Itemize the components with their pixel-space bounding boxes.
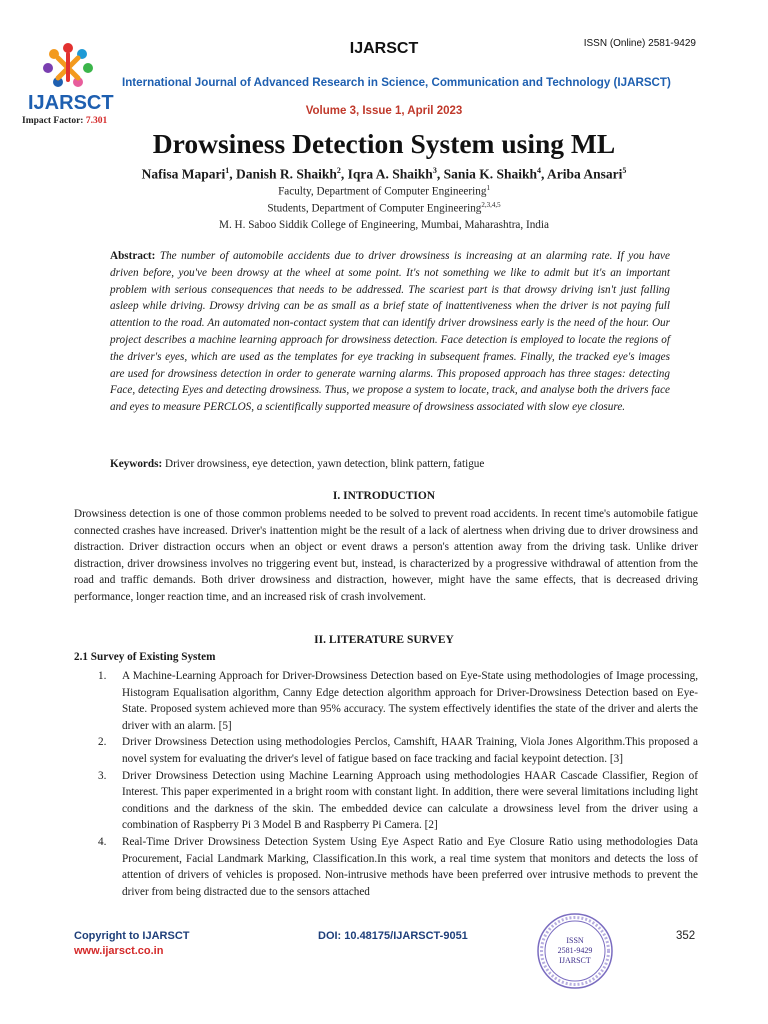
author-list: Nafisa Mapari$^1$, Danish R. Shaikh$^2$, Iqra A. Shaikh$^3$, Sania K. Shaikh$^4$, Ariba Ansari$^5$ (141, 166, 627, 182)
literature-item (74, 834, 698, 900)
literature-item-number: 2. (98, 736, 107, 749)
paper-title: Drowsiness Detection System using ML (152, 128, 616, 159)
literature-item-text: Real-Time Driver Drowsiness Detection System Using Eye Aspect Ratio and Eye Closure Ratio using methodologies Data Procurement, Facial Landmark Marking, Classification.In this work, a real time system that monitors and detects the loss of attention of drivers of vehicles is proposed. Non-intrusive methods have been preferred over intrusive methods to prevent the driver from being distracted due to the sensors attached (122, 835, 698, 898)
abstract-text: The number of automobile accidents due to driver drowsiness is increasing at an alarming rate. If you have driven before, you've been drowsy at the wheel at some point. It's not something we like to admit but it's an important problem with serious consequences that needs to be addressed. The scariest part is that drowsy driving isn't just falling asleep while driving. Drowsy driving can be as small as a brief state of inattentiveness when the driver is not paying full attention to the road. An automated non-contact system that can identify driver drowsiness early is the need of the hour. Our project describes a machine learning approach for drowsiness detection. Face detection is employed to locate the regions of the driver's eyes, which are used as the templates for eye tracking in subsequent frames. Finally, the tracked eye's images are used for drowsiness detection in order to generate warning alarms. This proposed approach has three stages: detecting Face, detecting Eyes and detecting drowsiness. Thus, we propose a system to locate, track, and analyse both the drivers face and eyes to measure PERCLOS, a scientifically supported measure of drowsiness associated with slow eye closure. (110, 250, 670, 414)
logo-wordmark: IJARSCT (28, 92, 114, 114)
literature-item (74, 668, 698, 734)
author-affiliation-marker: 1 (225, 166, 230, 175)
keywords-label: Keywords: (110, 458, 163, 470)
literature-list (74, 668, 698, 900)
introduction-paragraph: Drowsiness detection is one of those common problems needed to be solved to prevent road accidents. In recent time's automobile fatigue connected crashes have increased. Driver's inattention might be the result of a lack of alertness when driving due to driver drowsiness and distraction. Driver distraction occurs when an object or event draws a person's attention away from the driving task. Unlike driver distraction, driver drowsiness involves no triggering event but, instead, is characterized by a progressive withdrawal of attention from the road and traffic demands. Both driver drowsiness and distraction, however, might have the same effects, that is decreased driving performance, longer reaction time, and an increased risk of crash involvement. (74, 508, 698, 603)
literature-item-number: 4. (98, 835, 107, 848)
literature-item-number: 3. (98, 769, 107, 782)
literature-item-number: 1. (98, 670, 107, 682)
affiliation-faculty: Faculty, Department of Computer Engineering$^1$ (278, 184, 490, 198)
literature-item-text: Driver Drowsiness Detection using methodologies Perclos, Camshift, HAAR Training, Viola Jones Algorithm.This proposed a novel system for evaluating the driver's level of fatigue based on face tracking and facial keypoint detection. [3] (122, 736, 698, 765)
affiliation-students: Students, Department of Computer Engineering$^{2,3,4,5}$ (267, 201, 501, 215)
affiliation-college: M. H. Saboo Siddik College of Engineering, Mumbai, Maharashtra, India (219, 219, 549, 231)
keywords (110, 458, 670, 470)
abstract (110, 248, 670, 416)
footer-doi: DOI: 10.48175/IJARSCT-9051 (318, 930, 468, 942)
section-heading-literature-survey: II. LITERATURE SURVEY (314, 634, 454, 646)
author-affiliation-marker: 5 (622, 166, 627, 175)
page-number: 352 (676, 930, 696, 942)
issn-header: ISSN (Online) 2581-9429 (583, 38, 696, 49)
author-name: Ariba Ansari (547, 166, 623, 182)
journal-short-name: IJARSCT (349, 40, 419, 57)
literature-item (74, 768, 698, 834)
author-name: Sania K. Shaikh (443, 166, 537, 182)
footer-website-link[interactable]: www.ijarsct.co.in (74, 945, 164, 957)
footer-copyright: Copyright to IJARSCT (74, 930, 190, 942)
author-name: Danish R. Shaikh (235, 166, 337, 182)
issn-stamp: ISSN 2581-9429 IJARSCT (536, 912, 614, 990)
author-name: Nafisa Mapari (141, 166, 226, 182)
subsection-heading: 2.1 Survey of Existing System (74, 651, 216, 663)
literature-item-text: A Machine-Learning Approach for Driver-Drowsiness Detection based on Eye-State using methodologies of Image processing, Histogram Equalisation algorithm, Canny Edge detection algorithm approach for Driver-Drowsiness Detection based on Eye-State. Proposed system achieved more than 95% accuracy. The system effectively identifies the state of the driver and alerts the driver with an alarm. [5] (122, 670, 698, 732)
author-affiliation-marker: 4 (537, 166, 541, 175)
volume-issue: Volume 3, Issue 1, April 2023 (305, 105, 463, 117)
literature-item (74, 734, 698, 767)
abstract-label: Abstract: (110, 250, 160, 262)
author-affiliation-marker: 2 (336, 166, 341, 175)
author-affiliation-marker: 3 (432, 166, 437, 175)
impact-factor: Impact Factor: 7.301 (22, 116, 108, 126)
author-name: Iqra A. Shaikh (347, 166, 433, 182)
section-heading-introduction: I. INTRODUCTION (332, 490, 436, 502)
journal-full-name: International Journal of Advanced Research in Science, Communication and Technology (IJARSCT) (122, 76, 671, 89)
literature-item-text: Driver Drowsiness Detection using Machine Learning Approach using methodologies HAAR Cascade Classifier, Region of Interest. This paper experimented in a bright room with constant light. In addition, there were several limitations including light conditions and the darkness of the skin. The embedded device can calculate a drowsiness level from the driver using a combination of Raspberry Pi 3 Model B and Raspberry Pi Camera. [2] (122, 769, 698, 832)
impact-factor-value: 7.301 (85, 116, 108, 126)
keywords-text: Driver drowsiness, eye detection, yawn detection, blink pattern, fatigue (162, 458, 485, 470)
